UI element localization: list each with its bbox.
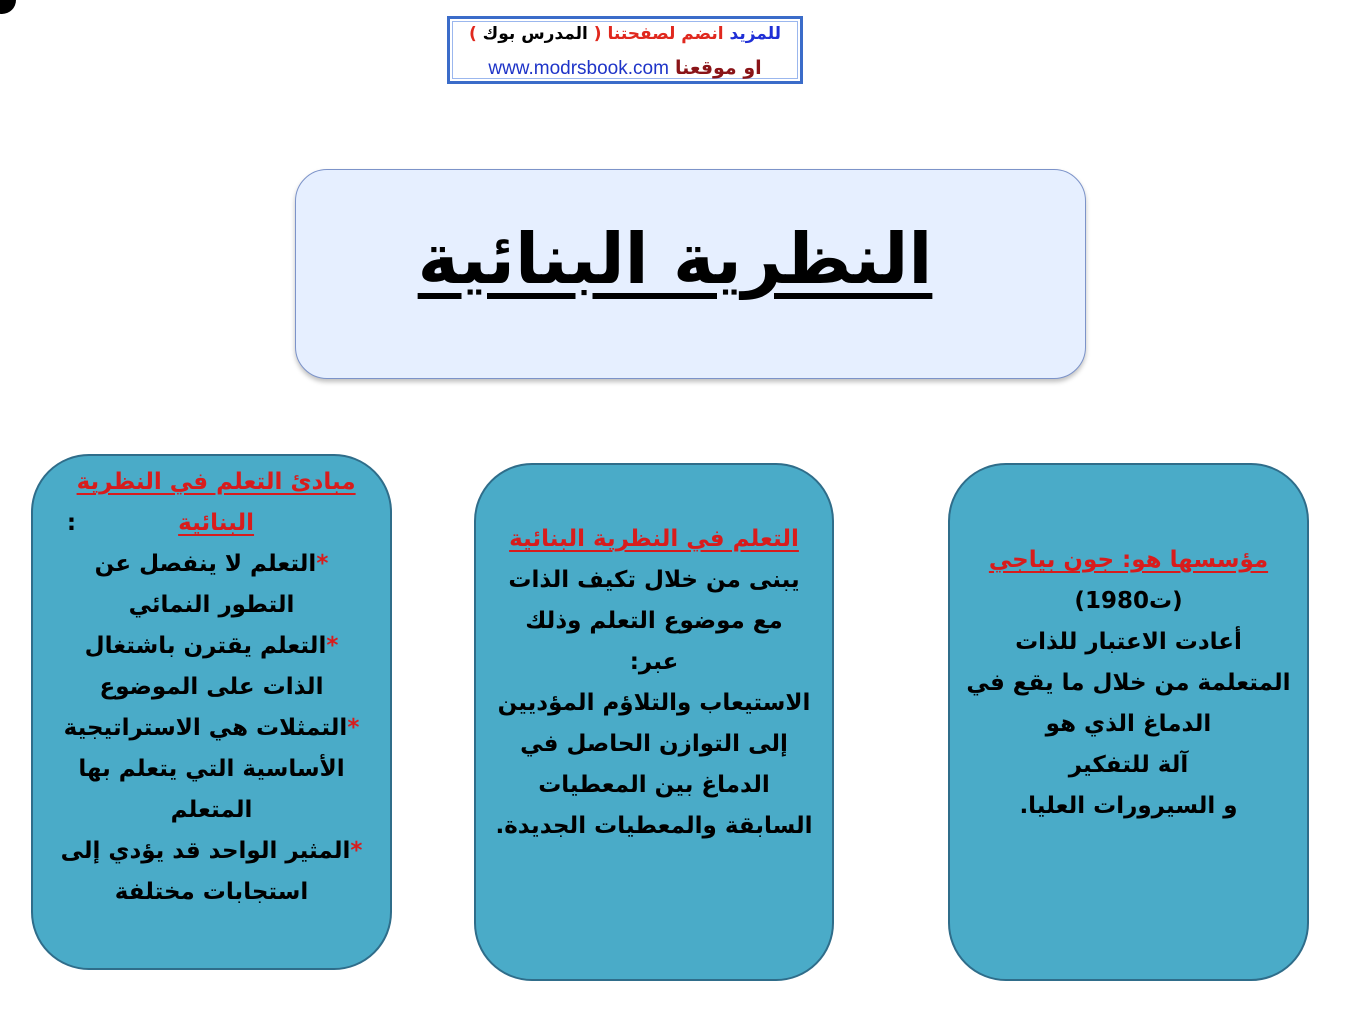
founder-line: أعادت الاعتبار للذات	[1015, 629, 1242, 655]
principle-line	[33, 749, 390, 790]
principles-heading: مبادئ التعلم في النظرية البنائية	[76, 469, 356, 536]
page-title: النظرية البنائية	[417, 218, 933, 300]
learning-line: يبنى من خلال تكيف الذات	[508, 567, 800, 593]
principle-line	[33, 667, 390, 708]
learning-line: إلى التوازن الحاصل في	[520, 731, 788, 757]
banner-paren-close: )	[468, 24, 477, 44]
principle-line	[33, 790, 390, 831]
star-bullet: *	[326, 633, 339, 659]
banner-row-1	[450, 24, 800, 44]
principle-text: الأساسية التي يتعلم بها	[78, 756, 345, 782]
banner-row-2	[450, 57, 800, 80]
founder-line: آلة للتفكير	[1068, 752, 1189, 778]
founder-line: الدماغ الذي هو	[1045, 711, 1212, 737]
banner-more: للمزيد	[729, 24, 782, 44]
star-bullet: *	[350, 838, 363, 864]
corner-dot	[0, 0, 16, 14]
principle-text: التعلم لا ينفصل عن	[94, 551, 317, 577]
principles-list	[33, 544, 390, 913]
star-bullet: *	[347, 715, 360, 741]
learning-line: السابقة والمعطيات الجديدة.	[495, 813, 813, 839]
learning-text	[476, 560, 832, 847]
banner-or-site: او موقعنا	[674, 57, 762, 79]
learning-line: مع موضوع التعلم وذلك	[525, 608, 783, 634]
banner-url-link[interactable]: www.modrsbook.com	[488, 58, 669, 79]
principle-line	[33, 708, 390, 749]
founder-heading: مؤسسها هو: جون بياجي	[988, 547, 1269, 573]
star-bullet: *	[316, 551, 329, 577]
promo-banner[interactable]	[447, 16, 803, 84]
banner-page-name: المدرس بوك	[482, 24, 588, 44]
principles-heading-line	[33, 462, 390, 544]
principle-line	[33, 544, 390, 585]
learning-line: الاستيعاب والتلاؤم المؤديين	[497, 690, 811, 716]
banner-paren-open: (	[593, 24, 602, 44]
principle-line	[33, 831, 390, 872]
banner-join: انضم لصفحتنا	[607, 24, 724, 44]
principle-line	[33, 872, 390, 913]
principles-heading-colon: :	[66, 510, 77, 536]
principle-text: الذات على الموضوع	[99, 674, 324, 700]
founder-line: المتعلمة من خلال ما يقع في	[966, 670, 1291, 696]
learning-heading: التعلم في النظرية البنائية	[509, 526, 799, 552]
principle-text: التطور النمائي	[128, 592, 295, 618]
learning-card	[474, 463, 834, 981]
founder-text	[950, 581, 1307, 827]
principle-text: المتعلم	[170, 797, 253, 823]
principle-line	[33, 585, 390, 626]
principle-text: استجابات مختلفة	[114, 879, 309, 905]
founder-line: (ت1980)	[1074, 588, 1183, 614]
learning-line: الدماغ بين المعطيات	[538, 772, 770, 798]
principles-card	[31, 454, 392, 970]
learning-line: عبر:	[629, 649, 679, 675]
principle-text: التمثلات هي الاستراتيجية	[63, 715, 348, 741]
principle-text: المثير الواحد قد يؤدي إلى	[60, 838, 351, 864]
principle-text: التعلم يقترن باشتغال	[84, 633, 327, 659]
founder-card	[948, 463, 1309, 981]
principle-line	[33, 626, 390, 667]
founder-line: و السيرورات العليا.	[1019, 793, 1238, 819]
